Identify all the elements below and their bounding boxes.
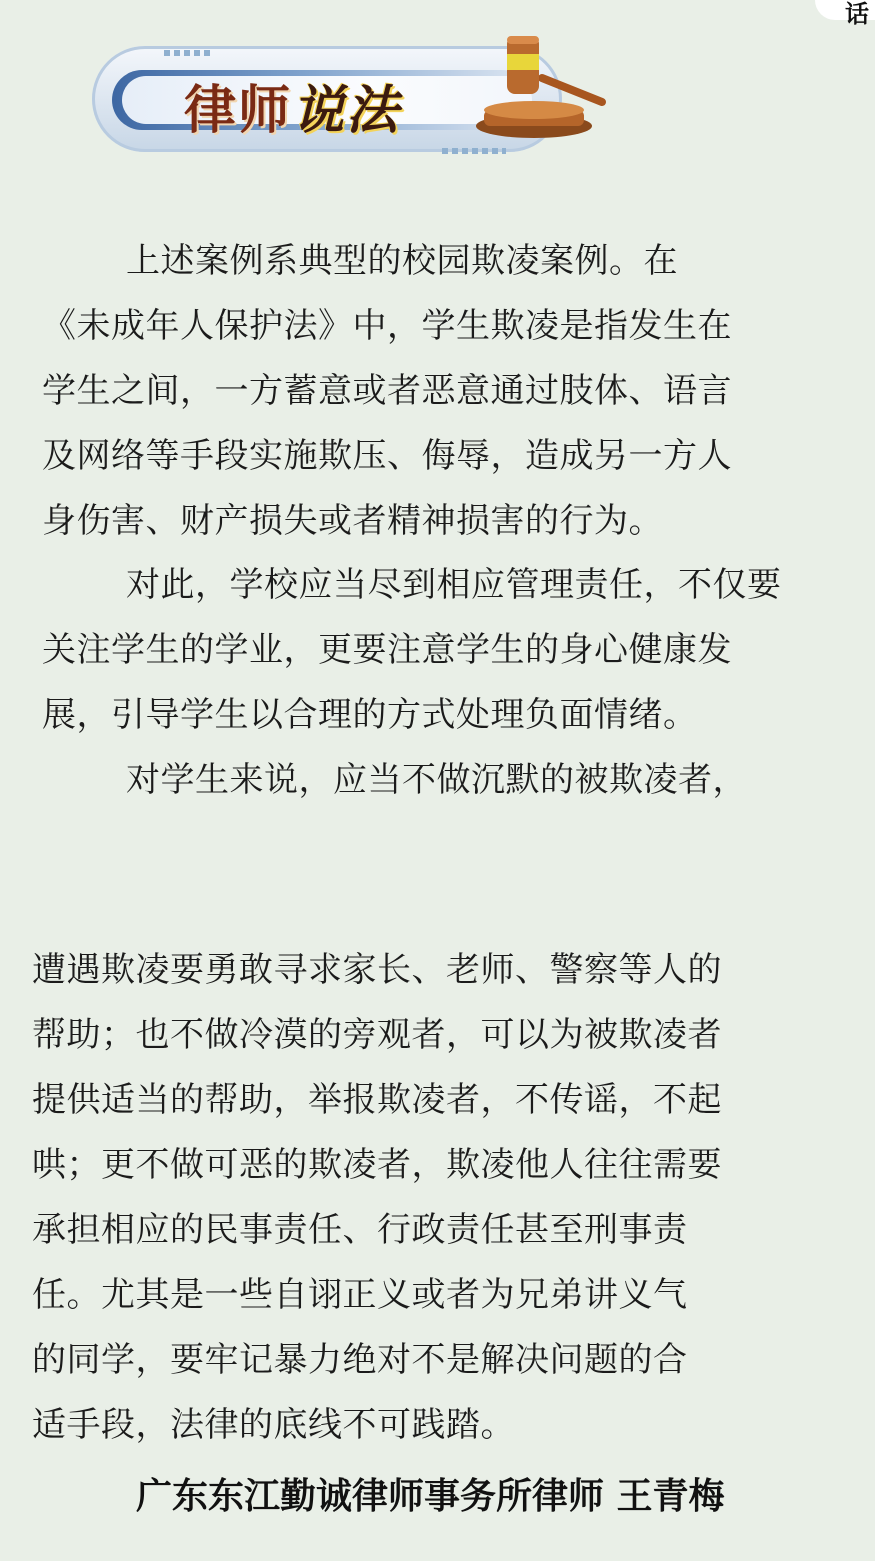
text-line: 适手段，法律的底线不可践踏。 (32, 1405, 515, 1445)
text-line: 承担相应的民事责任、行政责任甚至刑事责 (32, 1210, 688, 1250)
text-line: 及网络等手段实施欺压、侮辱，造成另一方人 (42, 436, 732, 476)
banner-title-part2: 说法 (292, 80, 401, 141)
text-line: 学生之间，一方蓄意或者恶意通过肢体、语言 (42, 371, 732, 411)
text-line: 《未成年人保护法》中，学生欺凌是指发生在 (42, 306, 732, 346)
text-line: 哄；更不做可恶的欺凌者，欺凌他人往往需要 (32, 1145, 722, 1185)
text-line: 帮助；也不做冷漠的旁观者，可以为被欺凌者 (32, 1015, 722, 1055)
section-banner (92, 30, 612, 165)
text-line: 对此，学校应当尽到相应管理责任，不仅要 (126, 565, 782, 605)
text-line: 身伤害、财产损失或者精神损害的行为。 (42, 501, 663, 541)
text-line: 对学生来说，应当不做沉默的被欺凌者， (126, 760, 747, 800)
gavel-icon (472, 30, 612, 140)
text-line: 上述案例系典型的校园欺凌案例。在 (126, 241, 678, 281)
text-line: 关注学生的学业，更要注意学生的身心健康发 (42, 630, 732, 670)
text-line: 展，引导学生以合理的方式处理负面情绪。 (42, 695, 698, 735)
corner-text: 话 (845, 0, 869, 28)
text-line: 任。尤其是一些自诩正义或者为兄弟讲义气 (32, 1275, 688, 1315)
author-signature: 广东东江勤诚律师事务所律师 王青梅 (136, 1476, 725, 1517)
text-line: 的同学，要牢记暴力绝对不是解决问题的合 (32, 1340, 688, 1380)
banner-title (184, 68, 400, 143)
corner-fragment (815, 0, 875, 28)
text-line: 遭遇欺凌要勇敢寻求家长、老师、警察等人的 (32, 950, 722, 990)
banner-dots-top (164, 50, 212, 56)
text-line: 提供适当的帮助，举报欺凌者，不传谣，不起 (32, 1080, 722, 1120)
banner-title-part1: 律师 (184, 80, 293, 141)
banner-dots-bottom (442, 148, 506, 154)
